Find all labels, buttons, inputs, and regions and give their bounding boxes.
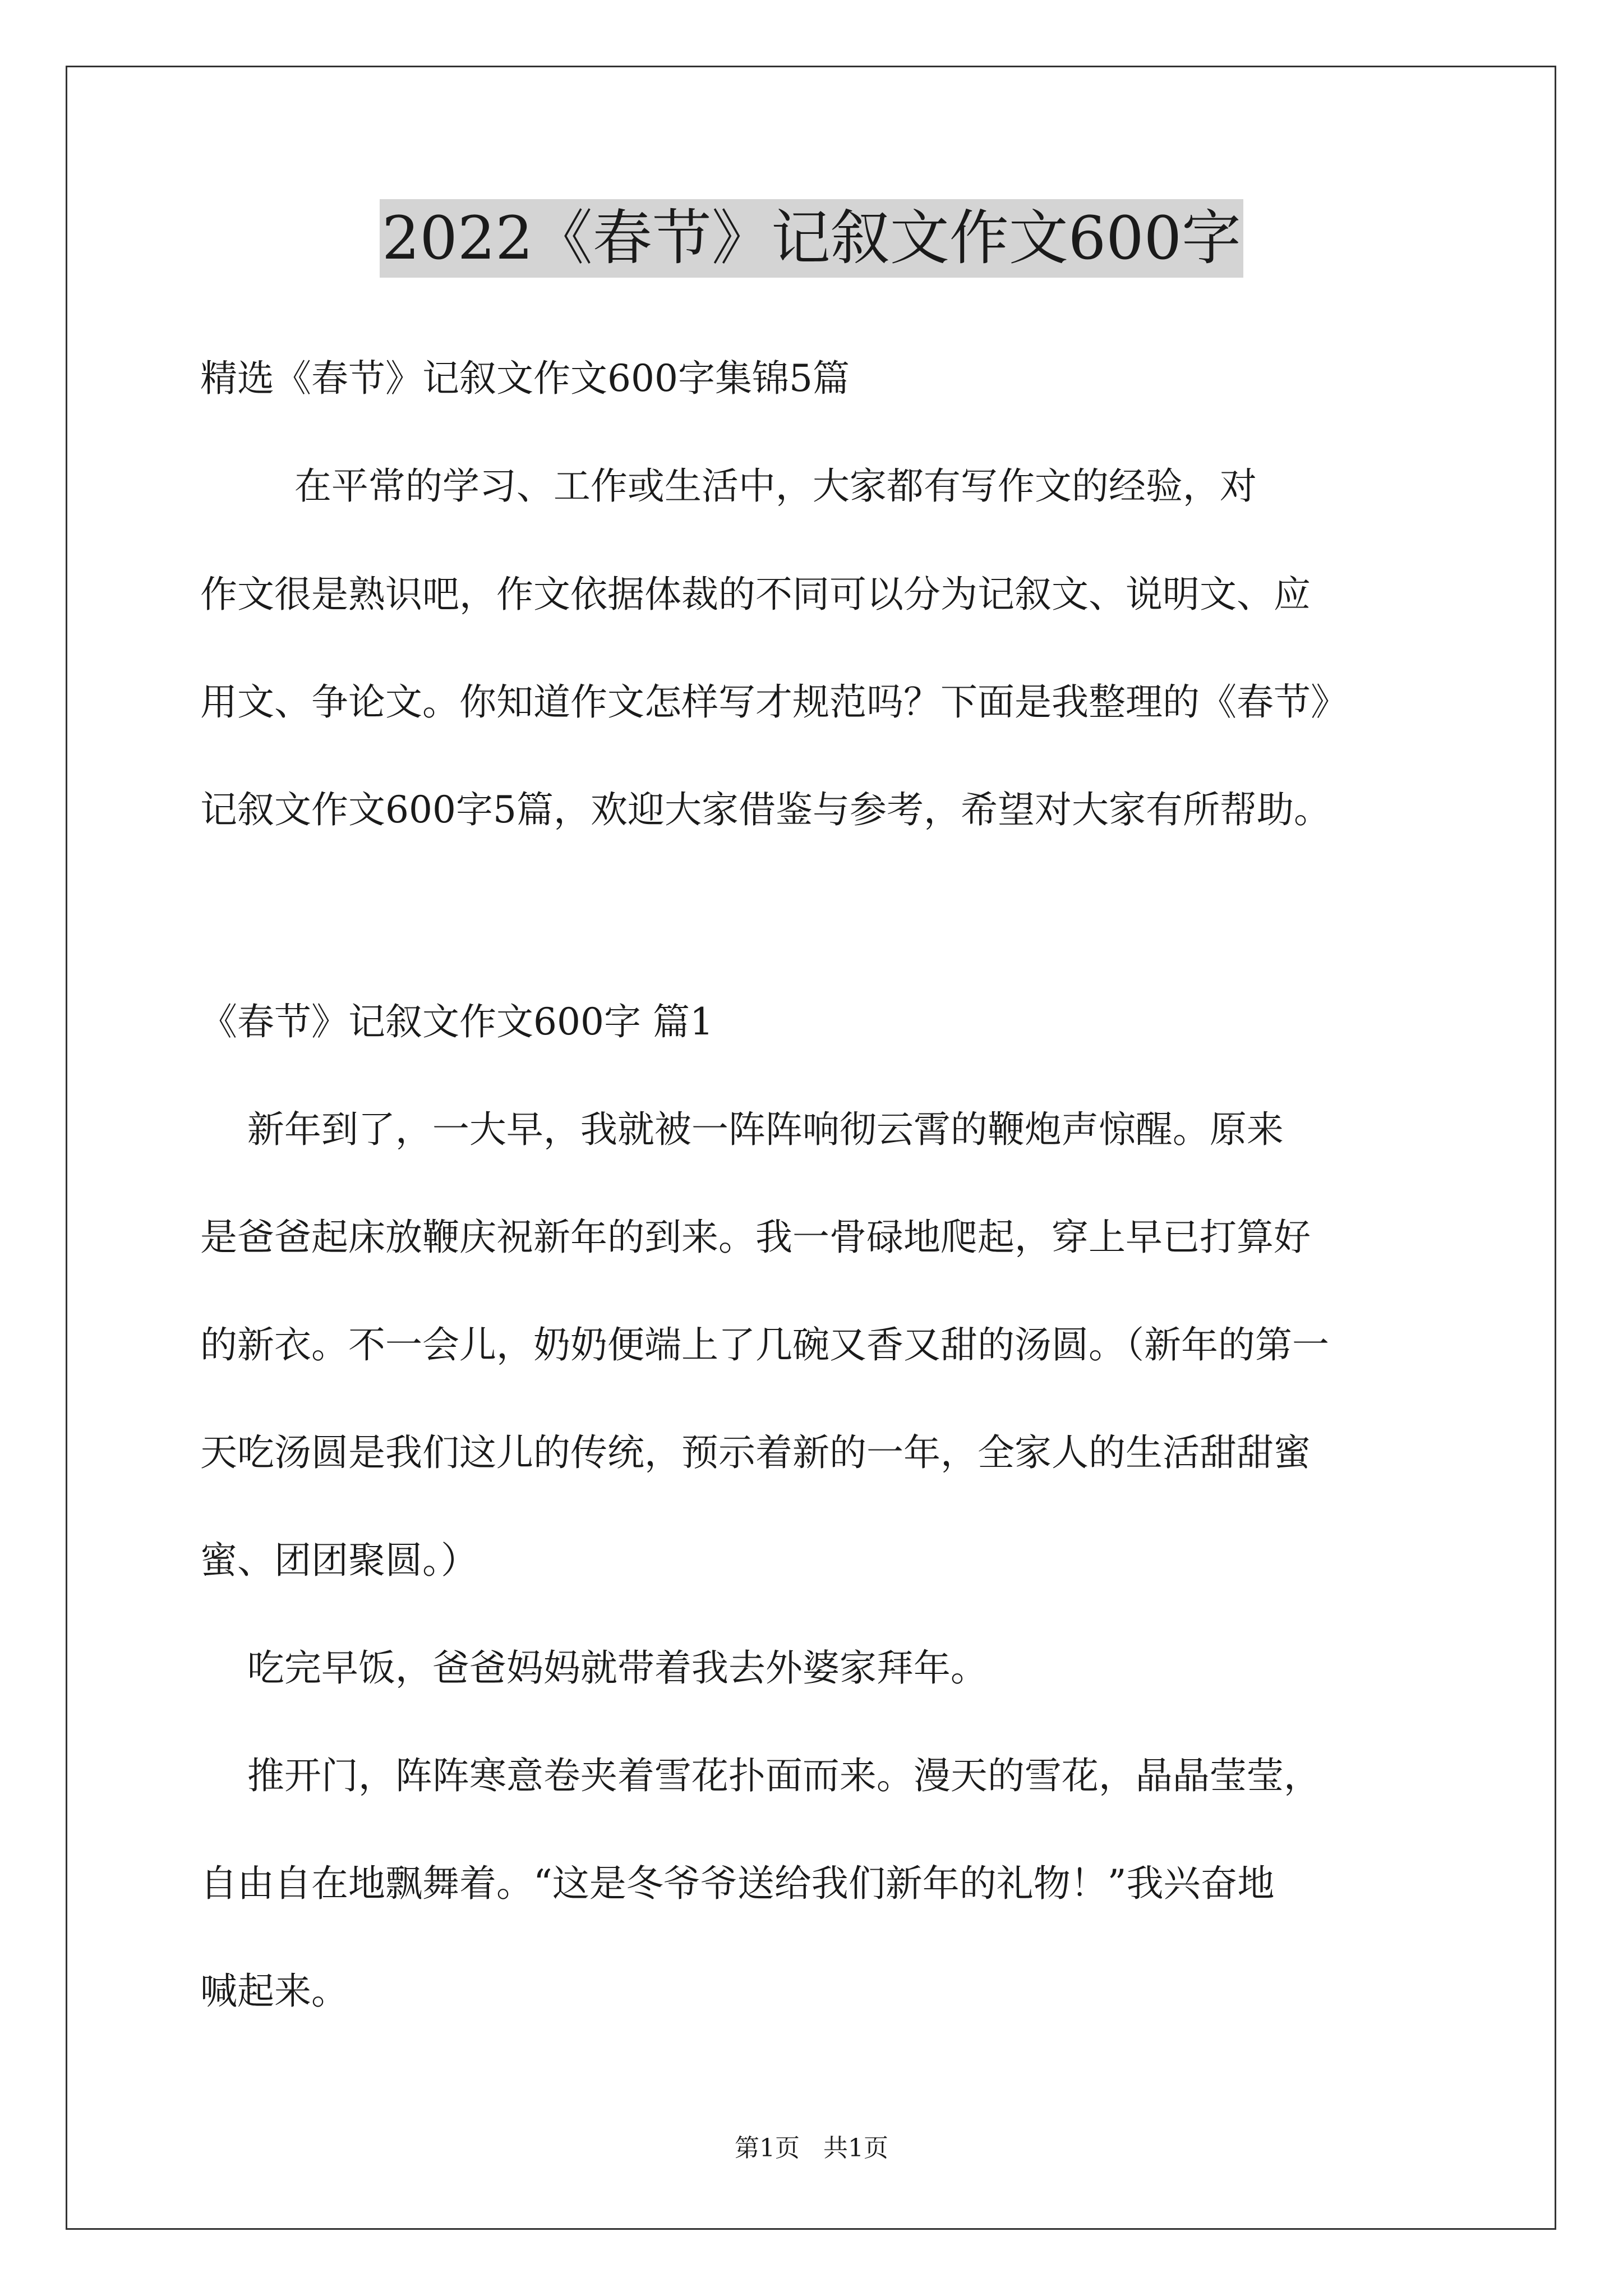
body-line: 是爸爸起床放鞭庆祝新年的到来。我一骨碌地爬起，穿上早已打算好 — [200, 1216, 1311, 1259]
intro-line: 用文、争论文。你知道作文怎样写才规范吗？下面是我整理的《春节》 — [200, 680, 1348, 724]
section-heading: 《春节》记叙文作文600字 篇1 — [200, 1000, 713, 1043]
intro-line: 记叙文作文600字5篇，欢迎大家借鉴与参考，希望对大家有所帮助。 — [200, 788, 1331, 831]
document-title: 2022《春节》记叙文作文600字 — [380, 199, 1243, 278]
title-container — [0, 199, 1623, 278]
body-line: 的新衣。不一会儿，奶奶便端上了几碗又香又甜的汤圆。（新年的第一 — [200, 1323, 1329, 1366]
body-line: 吃完早饭，爸爸妈妈就带着我去外婆家拜年。 — [200, 1646, 988, 1690]
body-line: 自由自在地飘舞着。“这是冬爷爷送给我们新年的礼物！”我兴奋地 — [200, 1862, 1275, 1905]
body-line: 蜜、团团聚圆。） — [200, 1539, 478, 1582]
intro-line: 作文很是熟识吧，作文依据体裁的不同可以分为记叙文、说明文、应 — [200, 573, 1311, 616]
body-line: 推开门，阵阵寒意卷夹着雪花扑面而来。漫天的雪花，晶晶莹莹， — [200, 1754, 1321, 1797]
body-line: 新年到了，一大早，我就被一阵阵响彻云霄的鞭炮声惊醒。原来 — [200, 1108, 1284, 1151]
body-line: 天吃汤圆是我们这儿的传统，预示着新的一年，全家人的生活甜甜蜜 — [200, 1431, 1311, 1474]
body-line: 喊起来。 — [200, 1970, 348, 2013]
intro-line: 在平常的学习、工作或生活中，大家都有写作文的经验，对 — [200, 464, 1257, 508]
page-footer: 第1页 共1页 — [735, 2134, 888, 2162]
subtitle-line: 精选《春节》记叙文作文600字集锦5篇 — [200, 357, 850, 400]
